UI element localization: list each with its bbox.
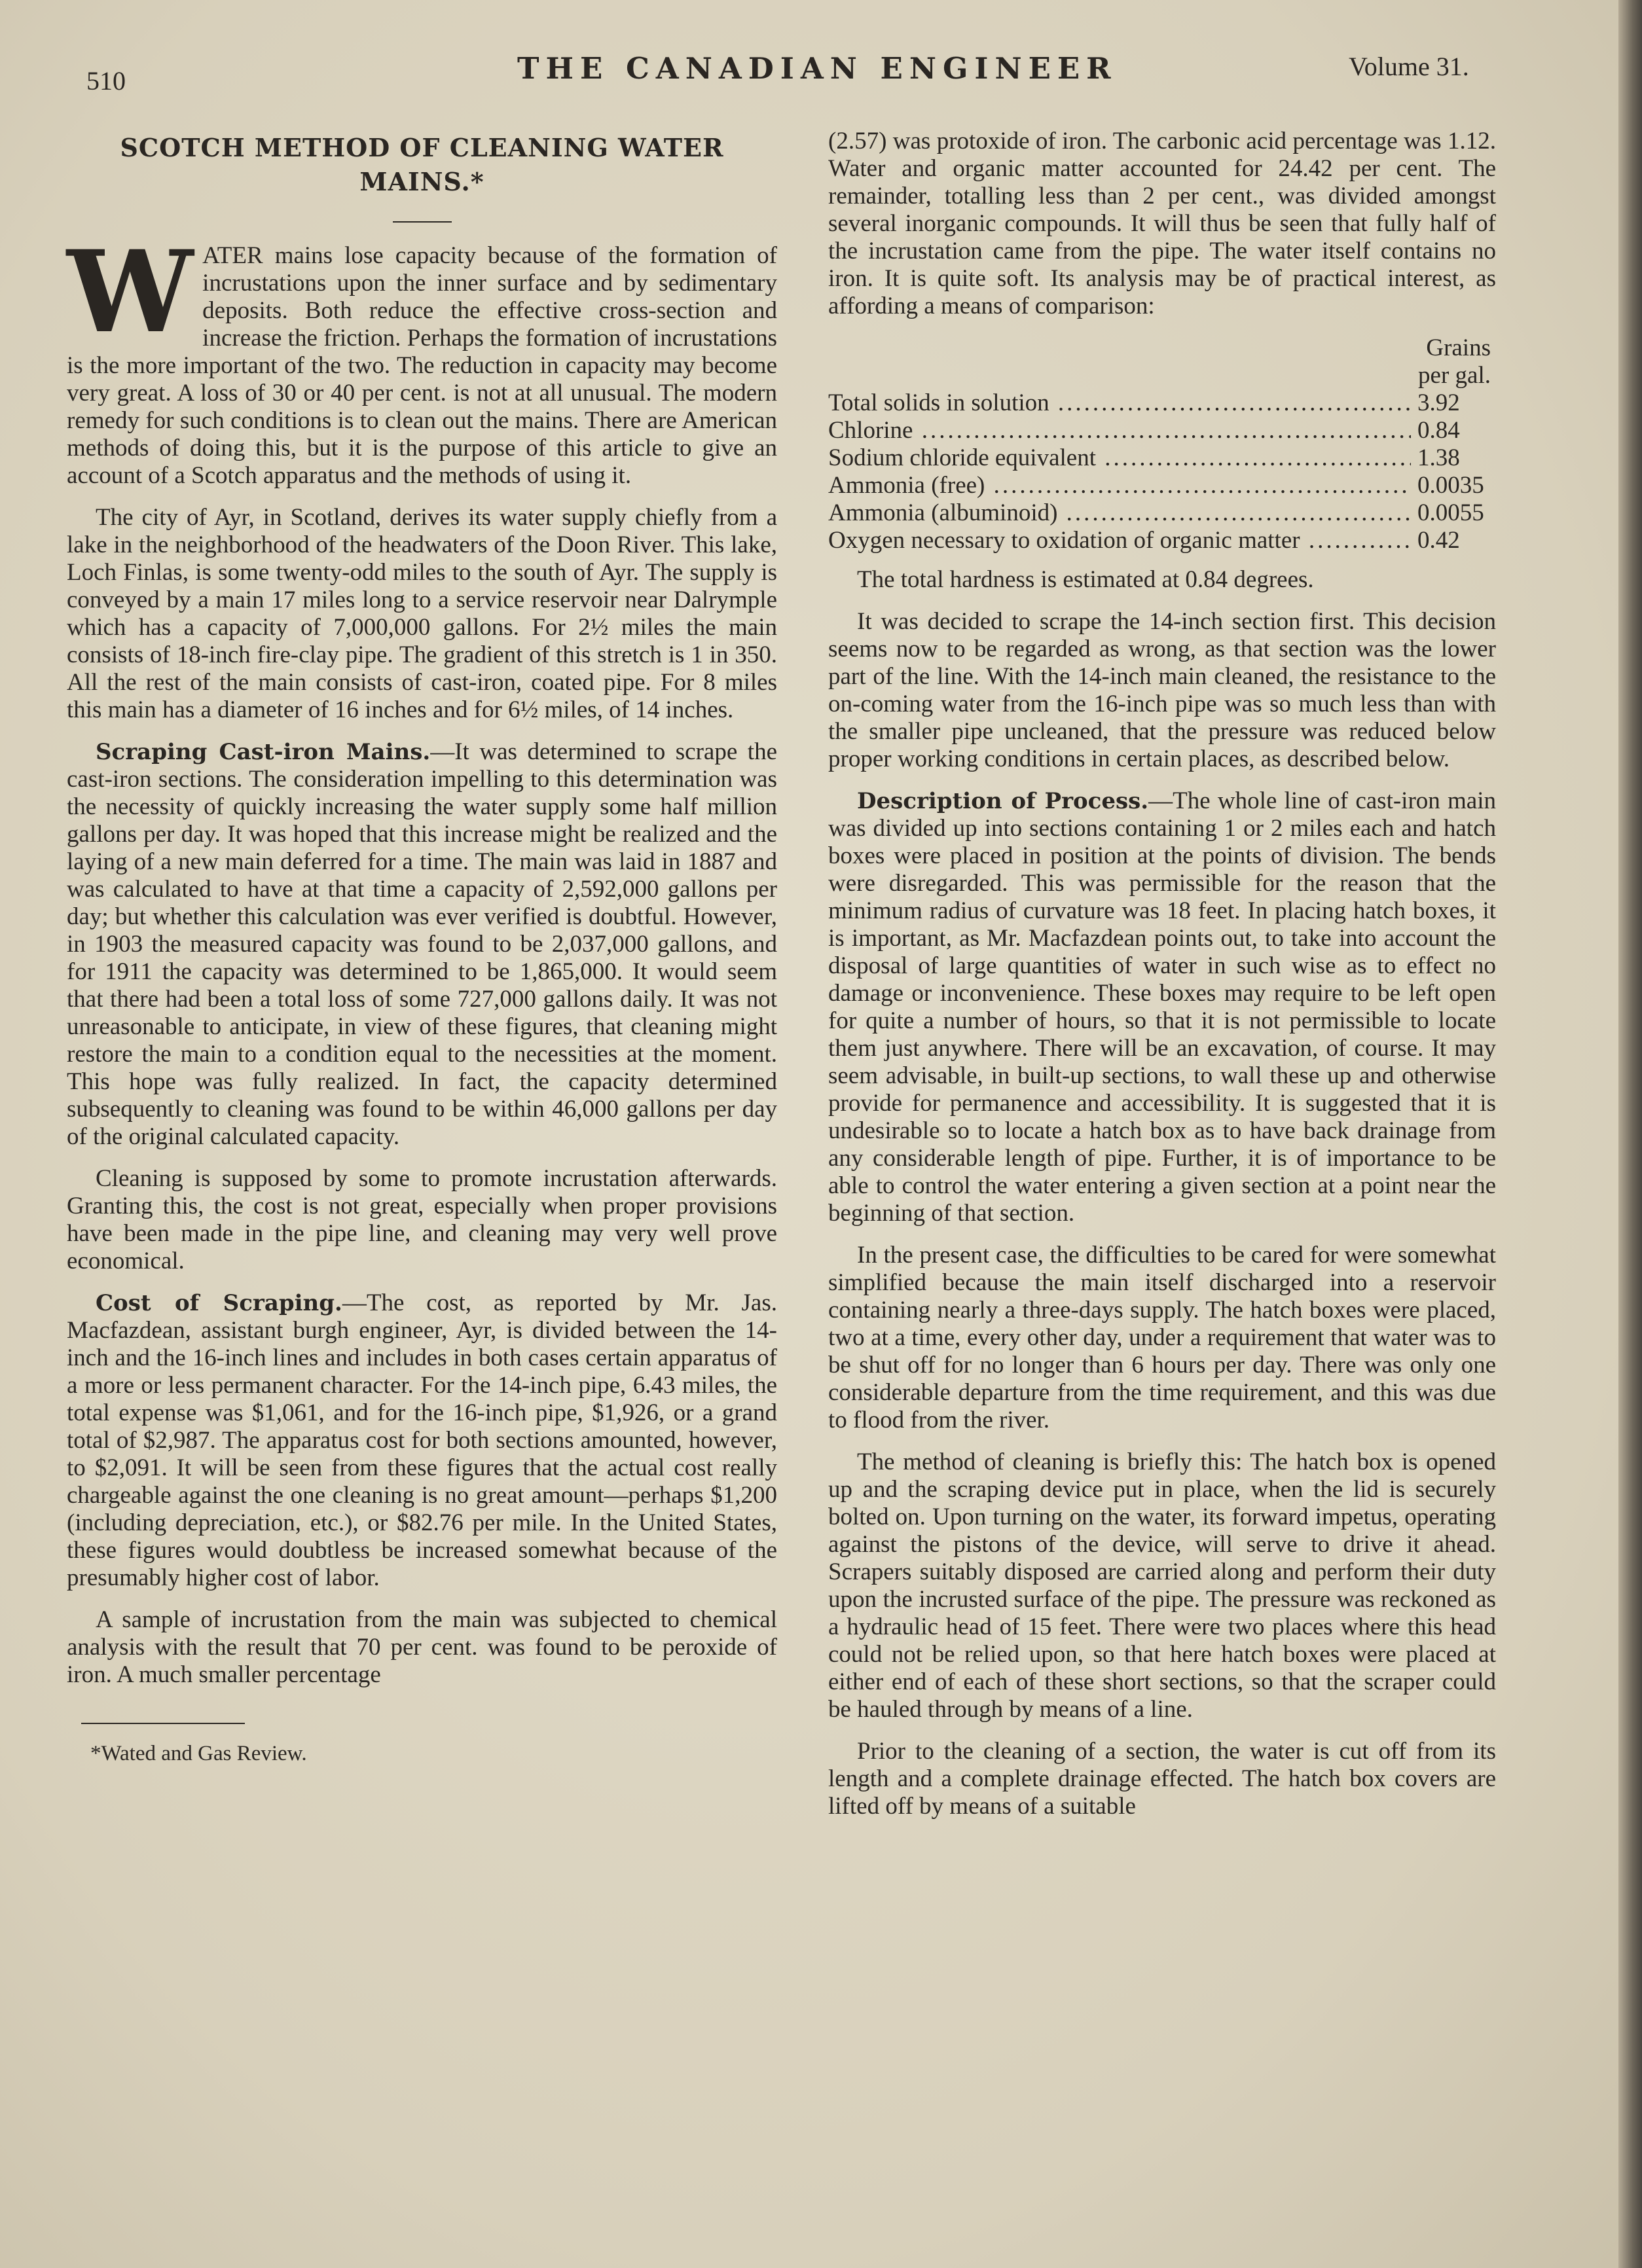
water-analysis-table [828, 334, 1496, 554]
paragraph-decision: It was decided to scrape the 14-inch section first. This decision seems now to be regarded as wrong, as that section was the lower part of the line. With the 14-inch main cleaned, the resistance to the on-coming water from the 16-inch pipe was so much less than with the smaller pipe uncleaned, that the pressure was reduced below proper working conditions in certain places, as described below. [828, 608, 1496, 772]
analysis-unit-line1: Grains [1426, 334, 1491, 361]
analysis-label: Oxygen necessary to oxidation of organic matter ..... [828, 527, 1411, 554]
analysis-row [828, 472, 1496, 499]
paragraph-scraping: Scraping Cast-iron Mains.—It was determined to scrape the cast-iron sections. The consideration impelling to this determination was the necessity of quickly increasing the water supply some half million gallons per day. It was hoped that this increase might be realized and the laying of a new main deferred for a time. The main was laid in 1887 and was calculated to have at that time a capacity of 2,592,000 gallons per day; but whether this calculation was ever verified is doubtful. However, in 1903 the measured capacity was found to be 2,037,000 gallons, and for 1911 the capacity was determined to be 1,865,000. It would seem that there had been a total loss of some 727,000 gallons daily. It was not unreasonable to anticipate, in view of these figures, that cleaning might restore the main to a condition equal to the necessities at the moment. This hope was fully realized. In fact, the capacity determined subsequently to cleaning was found to be within 46,000 gallons per day of the original calculated capacity. [67, 738, 777, 1150]
analysis-value: 1.38 [1417, 444, 1460, 471]
analysis-value: 0.84 [1417, 417, 1460, 444]
analysis-label: Chlorine ..... [828, 417, 1411, 444]
running-header [0, 46, 1597, 96]
paragraph-intro: WATER mains lose capacity because of the formation of incrustations upon the inner surface and by sedimentary deposits. Both reduce the effective cross-section and increase the friction. Perhaps the formation of incrustations is the more important of the two. The reduction in capacity may become very great. A loss of 30 or 40 per cent. is not at all unusual. The modern remedy for such conditions is to clean out the mains. There are American methods of doing this, but it is the purpose of this article to give an account of a Scotch apparatus and the methods of using it. [67, 225, 777, 489]
paragraph-prior: Prior to the cleaning of a section, the water is cut off from its length and a complete drainage effected. The hatch box covers are lifted off by means of a suitable [828, 1738, 1496, 1820]
paragraph-ayr: The city of Ayr, in Scotland, derives its water supply chiefly from a lake in the neighborhood of the headwaters of the Doon River. This lake, Loch Finlas, is some twenty-odd miles to the south of Ayr. The supply is conveyed by a main 17 miles long to a service reservoir near Dalrymple which has a capacity of 7,000,000 gallons. For 2½ miles the main consists of 18-inch fire-clay pipe. The gradient of this stretch is 1 in 350. All the rest of the main consists of cast-iron, coated pipe. For 8 miles this main has a diameter of 16 inches and for 6½ miles, of 14 inches. [67, 504, 777, 723]
analysis-label: Sodium chloride equivalent ..... [828, 444, 1411, 472]
paragraph-cost: Cost of Scraping.—The cost, as reported by Mr. Jas. Macfazdean, assistant burgh engineer, Ayr, is divided between the 14-inch and the 16-inch lines and includes in both cases certain apparatus of a more or less permanent character. For the 14-inch pipe, 6.43 miles, the total expense was $1,061, and for the 16-inch pipe, $1,926, or a grand total of $2,987. The apparatus cost for both sections amounted, however, to $2,091. It will be seen from these figures that the actual cost really chargeable against the one cleaning is no great amount—perhaps $1,200 (including depreciation, etc.), or $82.76 per mile. In the United States, these figures would doubtless be increased somewhat because of the presumably higher cost of labor. [67, 1289, 777, 1591]
volume-label: Volume 31. [1349, 52, 1469, 81]
analysis-value: 0.0035 [1417, 472, 1484, 499]
footnote-rule [81, 1723, 245, 1724]
title-rule [393, 221, 452, 223]
analysis-row [828, 417, 1496, 444]
section-heading-cost: Cost of Scraping. [96, 1290, 342, 1316]
paragraph-protoxide: (2.57) was protoxide of iron. The carbonic acid percentage was 1.12. Water and organic matter accounted for 24.42 per cent. The remainder, totalling less than 2 per cent., was divided amongst several inorganic compounds. It will thus be seen that fully half of the incrustation came from the pipe. The water itself contains no iron. It is quite soft. Its analysis may be of practical interest, as affording a means of comparison: [828, 128, 1496, 319]
analysis-label: Ammonia (free) ..... [828, 472, 1411, 499]
analysis-value: 0.0055 [1417, 499, 1484, 526]
drop-cap: W [67, 225, 194, 358]
page-spine-shadow [1618, 0, 1642, 2268]
analysis-row [828, 527, 1496, 554]
section-heading-description: Description of Process. [857, 788, 1149, 814]
paragraph-method: The method of cleaning is briefly this: The hatch box is opened up and the scraping device put in place, when the lid is securely bolted on. Upon turning on the water, its forward impetus, operating against the pistons of the device, will serve to drive it ahead. Scrapers suitably disposed are carried along and perform their duty upon the incrusted surface of the pipe. The pressure was reckoned as a hydraulic head of 15 feet. There were two places where this head could not be relied upon, so that here hatch boxes were placed at either end of each of these short sections, so that the scraper could be hauled through by means of a line. [828, 1449, 1496, 1723]
analysis-label: Ammonia (albuminoid) ..... [828, 499, 1411, 527]
analysis-value: 0.42 [1417, 527, 1460, 554]
journal-title: THE CANADIAN ENGINEER [517, 51, 1118, 86]
analysis-unit-line2: per gal. [1418, 362, 1491, 389]
analysis-row [828, 389, 1496, 417]
analysis-row [828, 444, 1496, 472]
page-number: 510 [86, 66, 126, 96]
paragraph-description: Description of Process.—The whole line of cast-iron main was divided up into sections containing 1 or 2 miles each and hatch boxes were placed in position at the points of division. The bends were disregarded. This was permissible for the reason that the minimum radius of curvature was 18 feet. In placing hatch boxes, it is important, as Mr. Macfazdean points out, to take into account the disposal of large quantities of water in such wise as to effect no damage or inconvenience. These boxes may require to be left open for quite a number of hours, so that it is not permissible to locate them just anywhere. There will be an excavation, of course. It may seem advisable, in built-up sections, to wall these up and otherwise provide for permanence and accessibility. It is suggested that it is undesirable so to locate a hatch box as to have back drainage from any considerable length of pipe. Further, it is of importance to be able to control the water entering a given section at a point near the beginning of that section. [828, 787, 1496, 1227]
paragraph-sample: A sample of incrustation from the main was subjected to chemical analysis with the result that 70 per cent. was found to be peroxide of iron. A much smaller percentage [67, 1606, 777, 1688]
right-column [828, 128, 1496, 1835]
section-heading-scraping: Scraping Cast-iron Mains. [96, 739, 431, 765]
paragraph-hardness: The total hardness is estimated at 0.84 degrees. [857, 566, 1314, 593]
analysis-label: Total solids in solution ..... [828, 389, 1411, 417]
paragraph-present-case: In the present case, the difficulties to be cared for were somewhat simplified because the main itself discharged into a reservoir containing nearly a three-days supply. The hatch boxes were placed, two at a time, every other day, under a requirement that water was to be shut off for no longer than 6 hours per day. There was only one considerable departure from the time requirement, and this was due to flood from the river. [828, 1242, 1496, 1433]
analysis-value: 3.92 [1417, 389, 1460, 416]
left-column [67, 124, 777, 1767]
analysis-row [828, 499, 1496, 527]
article-title: SCOTCH METHOD OF CLEANING WATER MAINS.* [120, 133, 724, 196]
paragraph-incrustation: Cleaning is supposed by some to promote incrustation afterwards. Granting this, the cost is not great, especially when proper provisions have been made in the pipe line, and cleaning may very well prove economical. [67, 1165, 777, 1274]
footnote: *Wated and Gas Review. [90, 1742, 307, 1765]
